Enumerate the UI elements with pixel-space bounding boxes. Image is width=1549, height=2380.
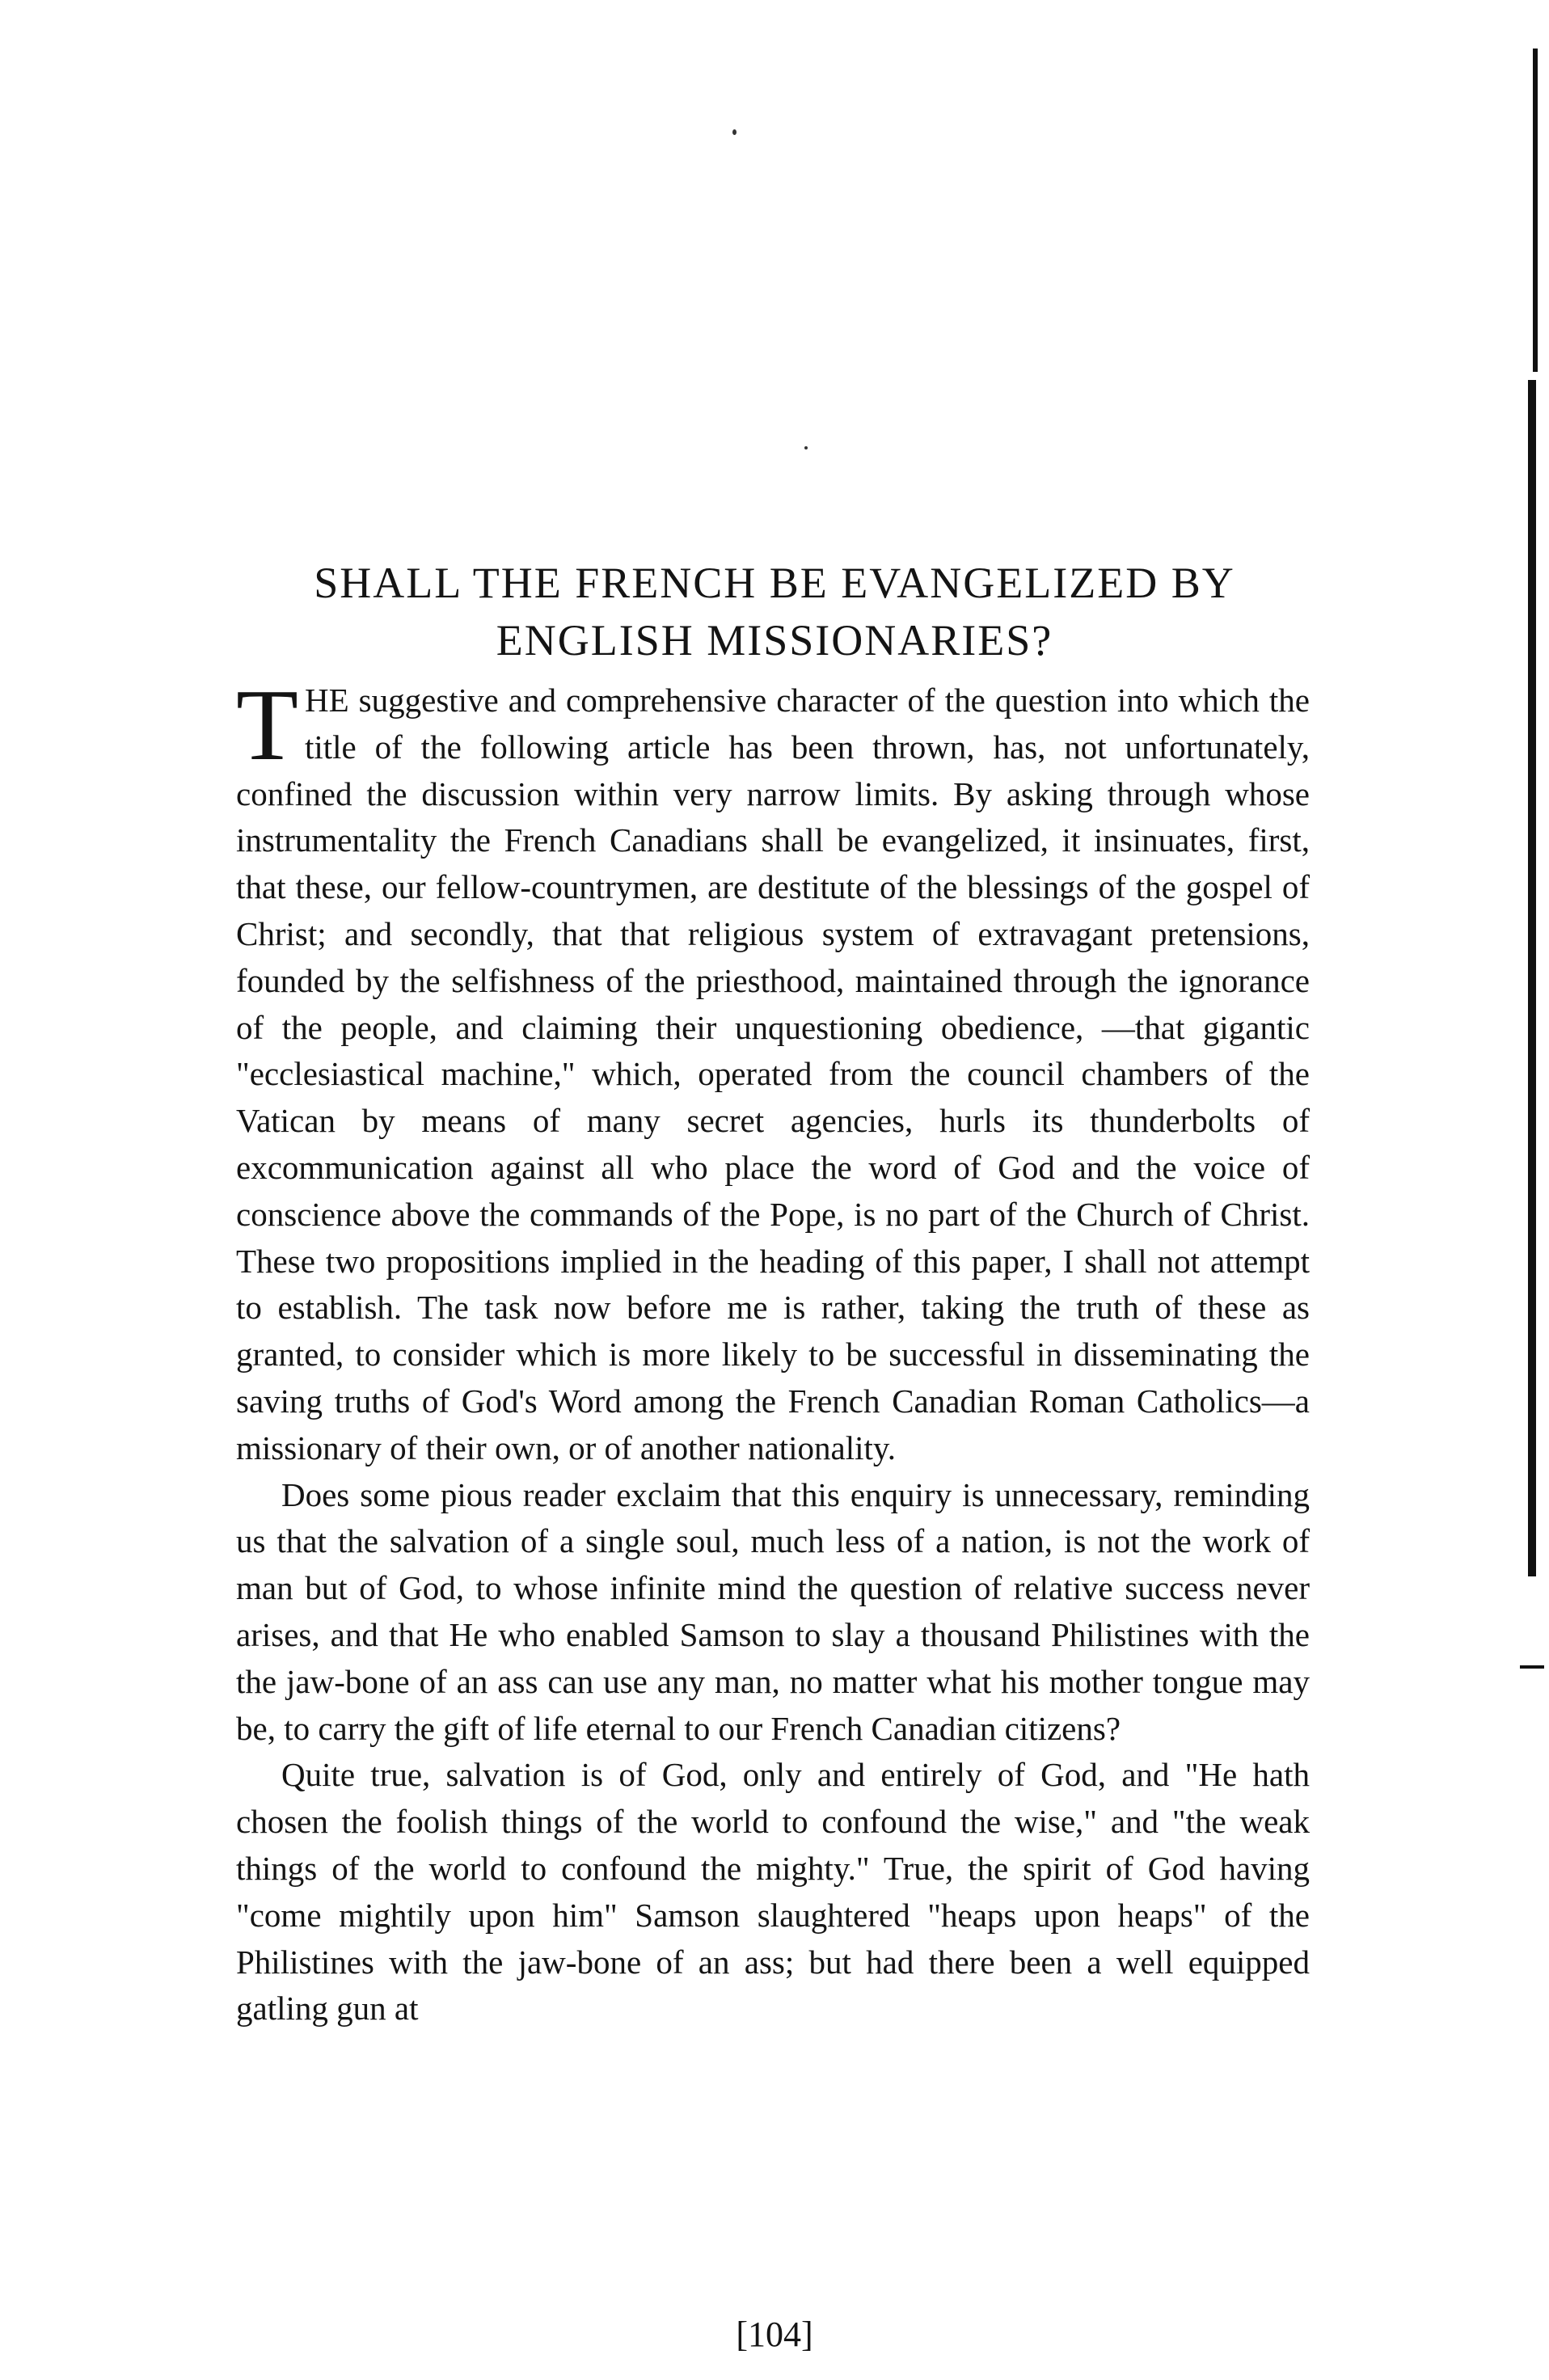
page-number: [104] <box>736 2315 813 2354</box>
article-title-line-2: ENGLISH MISSIONARIES? <box>496 616 1053 665</box>
scan-edge-mark <box>1528 380 1536 1576</box>
article-title-line-1: SHALL THE FRENCH BE EVANGELIZED BY <box>314 559 1235 607</box>
drop-cap: T <box>236 669 298 782</box>
scan-speck <box>732 129 737 135</box>
scan-speck <box>804 446 808 449</box>
paragraph <box>236 669 1310 1472</box>
scan-edge-mark <box>1533 49 1538 372</box>
paragraph: Does some pious reader exclaim that this enquiry is unnecessary, reminding us that the salvation of a single soul, much less of a nation, is not the work of man but of God, to whose infinite mind the question of relative success never arises, and that He who enabled Samson to slay a thousand Philistines with the the jaw-bone of an ass can use any man, no matter what his mother tongue may be, to carry the gift of life eternal to our French Canadian citizens? <box>236 1475 1310 1747</box>
scan-edge-mark <box>1520 1665 1544 1669</box>
paragraph: Quite true, salvation is of God, only and entirely of God, and "He hath chosen the foolish things of the world to confound the wise," and "the weak things of the world to confound the mighty." True, the spirit of God having "come mightily upon him" Samson slaughtered "heaps upon heaps" of the Philistines with the jaw-bone of an ass; but had there been a well equipped gatling gun at <box>236 1756 1310 2028</box>
article-body <box>236 669 1310 2032</box>
paragraph-text: HE suggestive and comprehensive character of the question into which the title of the following article has been thrown, has, not unfortunately, confined the discussion within very narrow limits. By asking through whose instrumentality the French Canadians shall be evangelized, it insinuates, first, that these, our fellow-countrymen, are destitute of the blessings of the gospel of Christ; and secondly, that that religious system of extravagant pretensions, founded by the selfishness of the priesthood, maintained through the ignorance of the people, and claiming their unquestioning obedience, —that gigantic "ecclesiastical machine," which, operated from the council chambers of the Vatican by means of many secret agencies, hurls its thunderbolts of excommunication against all who place the word of God and the voice of conscience above the commands of the Pope, is no part of the Church of Christ. These two propositions implied in the heading of this paper, I shall not attempt to establish. The task now before me is rather, taking the truth of these as granted, to consider which is more likely to be successful in disseminating the saving truths of God's Word among the French Canadian Roman Catholics—a missionary of their own, or of another nationality. <box>236 682 1310 1466</box>
